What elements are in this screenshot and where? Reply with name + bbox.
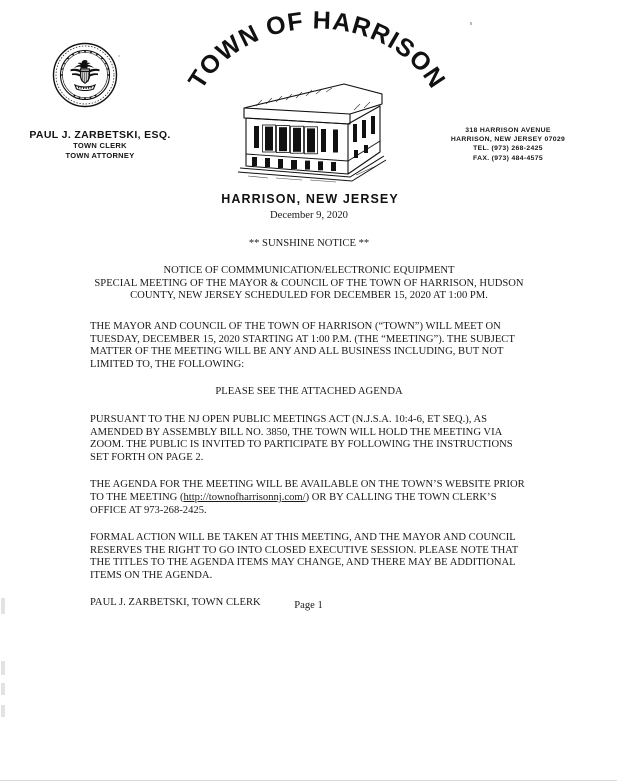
notice-heading-line-1: NOTICE OF COMMMUNICATION/ELECTRONIC EQUIPMENT (163, 265, 455, 277)
officer-name: PAUL J. ZARBETSKI, ESQ. (29, 129, 171, 141)
page-number-footer: Page 1 (294, 600, 323, 611)
address-street: 318 HARRISON AVENUE (465, 127, 551, 134)
scan-edge-mark (1, 683, 5, 695)
address-fax: FAX. (973) 484-4575 (472, 154, 544, 162)
paragraph-meeting-details: THE MAYOR AND COUNCIL OF THE TOWN OF HARRISON (“TOWN”) WILL MEET ON TUESDAY, DECEMBER 15, 2020 STARTING AT 1:00 P.M. (THE “MEETING”). THE SUBJECT MATTER OF THE MEETING WILL BE ANY AND ALL BUSINESS INCLUDING, BUT NOT LIMITED TO, THE FOLLOWING: (90, 320, 515, 370)
letterhead (0, 0, 617, 212)
city-caption: HARRISON, NEW JERSEY (221, 192, 399, 206)
notice-heading-line-2: SPECIAL MEETING OF THE MAYOR & COUNCIL OF THE TOWN OF HARRISON, HUDSON (94, 277, 524, 289)
officer-title-clerk: TOWN CLERK (73, 141, 127, 150)
attached-agenda-note: PLEASE SEE THE ATTACHED AGENDA (215, 386, 403, 398)
officer-block (10, 129, 190, 161)
notice-heading-line-3: COUNTY, NEW JERSEY SCHEDULED FOR DECEMBER 15, 2020 AT 1:00 PM. (130, 290, 488, 302)
address-telephone: TEL. (973) 268-2425 (473, 145, 543, 153)
sunshine-notice-label: ** SUNSHINE NOTICE ** (248, 237, 370, 249)
paragraph-open-public-meetings-act: PURSUANT TO THE NJ OPEN PUBLIC MEETINGS ACT (N.J.S.A. 10:4-6, ET SEQ.), AS AMENDED BY ASSEMBLY BILL NO. 3850, THE TOWN WILL HOLD THE MEETING VIA ZOOM. THE PUBLIC IS INVITED TO PARTICIPATE BY FOLLOWING THE INSTRUCTIONS SET FORTH ON PAGE 2. (90, 413, 513, 463)
paragraph-agenda-availability (90, 479, 528, 517)
notice-date: December 9, 2020 (270, 210, 348, 221)
address-block (413, 126, 603, 163)
signature-line: PAUL J. ZARBETSKI, TOWN CLERK (90, 597, 261, 609)
town-arch-text: TOWN OF HARRISON (182, 6, 451, 94)
paragraph-formal-action: FORMAL ACTION WILL BE TAKEN AT THIS MEETING, AND THE MAYOR AND COUNCIL RESERVES THE RIGHT TO GO INTO CLOSED EXECUTIVE SESSION. PLEASE NOTE THAT THE TITLES TO THE AGENDA ITEMS MAY CHANGE, AND THERE MAY BE ADDITIONAL ITEMS ON THE AGENDA. (90, 532, 519, 581)
document-body (90, 210, 528, 610)
agenda-text-after-link: ) OR BY CALLING THE TOWN CLERK’S OFFICE AT 973-268-2425. (90, 491, 497, 516)
town-seal-icon (52, 42, 118, 108)
address-city-state-zip: HARRISON, NEW JERSEY 07029 (450, 136, 566, 144)
town-hall-building-illustration (232, 78, 390, 186)
scan-edge-mark (1, 705, 5, 717)
town-website-link[interactable]: http://townofharrisonnj.com/ (183, 491, 306, 503)
scan-edge-mark (1, 661, 5, 675)
officer-title-attorney: TOWN ATTORNEY (65, 151, 135, 160)
agenda-text-before-link: THE AGENDA FOR THE MEETING WILL BE AVAILABLE ON THE TOWN’S WEBSITE PRIOR TO THE MEETING ( (90, 479, 525, 503)
